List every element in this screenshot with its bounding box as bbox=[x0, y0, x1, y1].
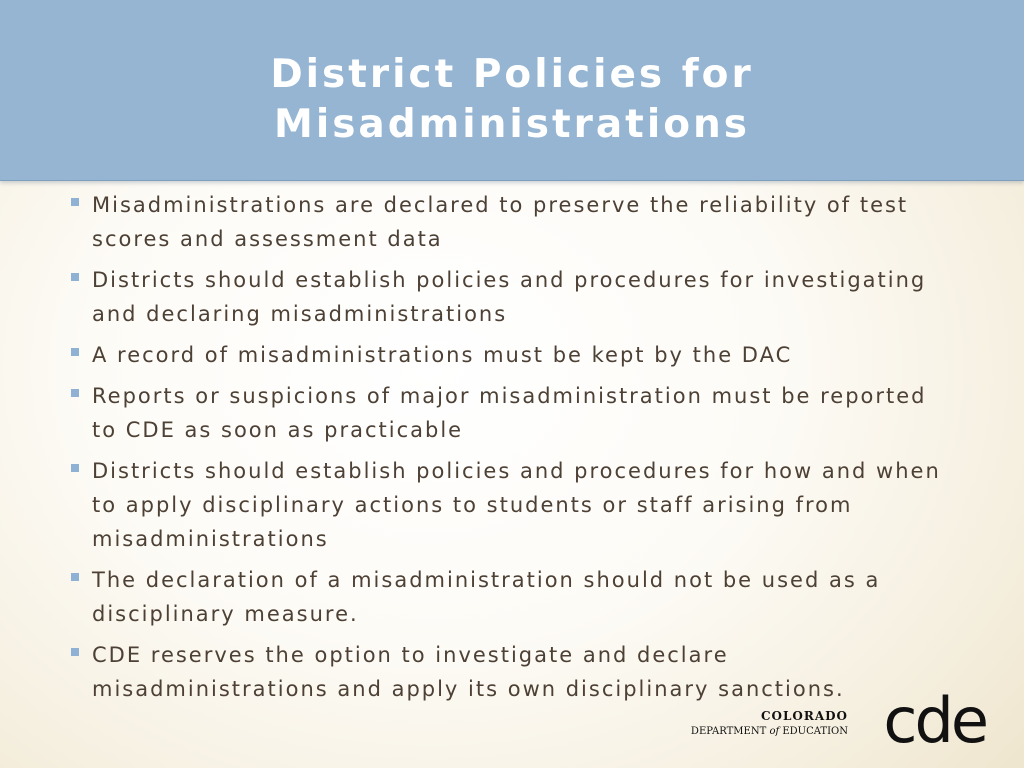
bullet-text: A record of misadministrations must be kept by the DAC bbox=[92, 343, 793, 367]
slide-title-line-1: District Policies for bbox=[270, 52, 754, 97]
square-bullet-icon bbox=[71, 198, 79, 206]
logo-of-word: of bbox=[769, 726, 780, 737]
bullet-item bbox=[70, 454, 960, 556]
bullet-item bbox=[70, 563, 960, 631]
square-bullet-icon bbox=[71, 389, 79, 397]
bullet-text: Districts should establish policies and procedures for investigating and declaring misadministrations bbox=[92, 268, 927, 326]
bullet-item bbox=[70, 263, 960, 331]
square-bullet-icon bbox=[71, 273, 79, 281]
square-bullet-icon bbox=[71, 648, 79, 656]
square-bullet-icon bbox=[71, 464, 79, 472]
bullet-text: Reports or suspicions of major misadministration must be reported to CDE as soon as practicable bbox=[92, 384, 927, 442]
square-bullet-icon bbox=[71, 573, 79, 581]
bullet-text: Districts should establish policies and procedures for how and when to apply disciplinary actions to students or staff arising from misadministrations bbox=[92, 459, 941, 551]
bullet-text: CDE reserves the option to investigate and declare misadministrations and apply its own disciplinary sanctions. bbox=[92, 643, 845, 701]
title-banner bbox=[0, 0, 1024, 181]
square-bullet-icon bbox=[71, 348, 79, 356]
bullet-text: Misadministrations are declared to preserve the reliability of test scores and assessment data bbox=[92, 193, 909, 251]
bullet-item bbox=[70, 338, 960, 372]
bullet-item bbox=[70, 188, 960, 256]
logo-department-word: DEPARTMENT bbox=[690, 726, 770, 737]
bullet-text: The declaration of a misadministration should not be used as a disciplinary measure. bbox=[92, 568, 881, 626]
logo-department-text bbox=[691, 726, 848, 737]
bullet-list bbox=[70, 188, 960, 713]
cde-logo bbox=[690, 684, 990, 757]
logo-colorado-text: COLORADO bbox=[760, 709, 848, 723]
logo-cde-mark: cde bbox=[883, 684, 986, 757]
slide-title-line-2: Misadministrations bbox=[274, 102, 750, 147]
slide-title bbox=[0, 50, 1024, 150]
bullet-item bbox=[70, 379, 960, 447]
logo-education-word: EDUCATION bbox=[779, 726, 848, 737]
